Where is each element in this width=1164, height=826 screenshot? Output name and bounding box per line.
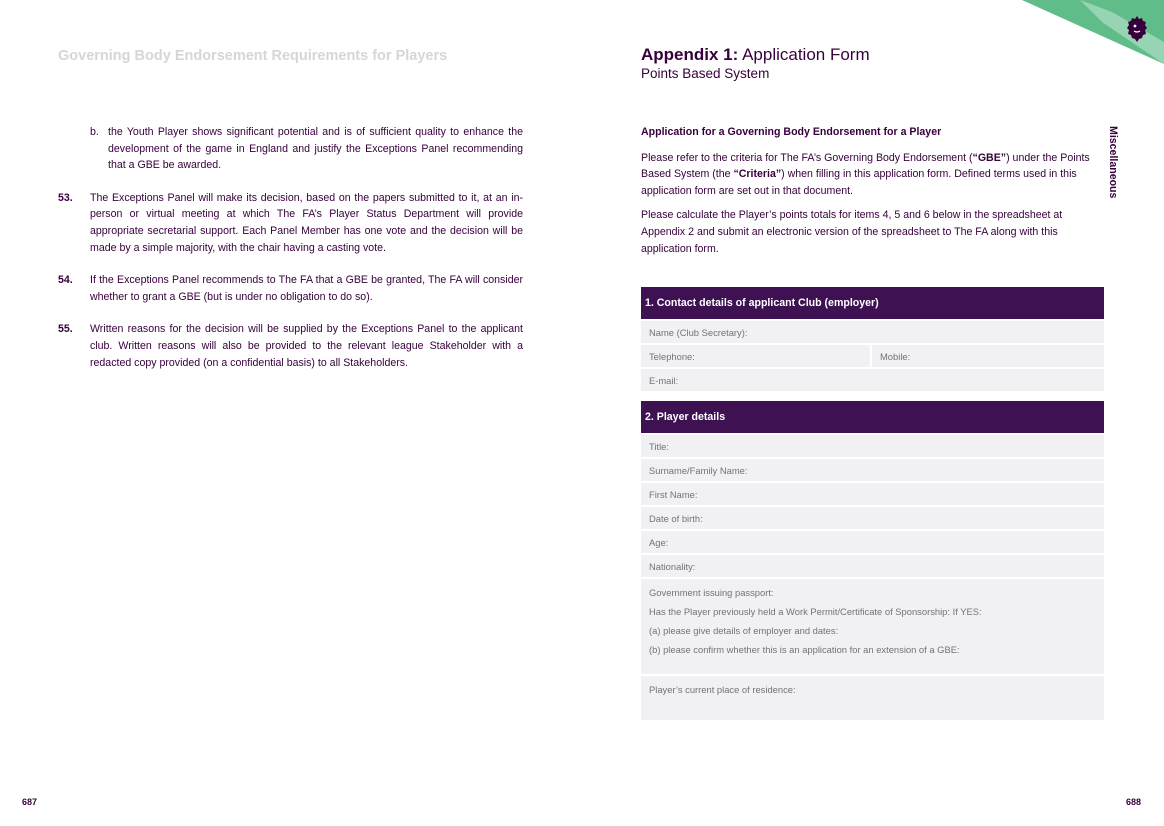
player-details-header: 2. Player details — [641, 401, 1104, 433]
para1-gbe: “GBE” — [972, 151, 1007, 164]
age-label: Age: — [649, 536, 669, 548]
employer-details-label: (a) please give details of employer and dates: — [649, 625, 839, 636]
work-permit-label: Has the Player previously held a Work Permit/Certificate of Sponsorship: If YES: — [649, 606, 982, 617]
gbe-extension-label: (b) please confirm whether this is an application for an extension of a GBE: — [649, 644, 960, 655]
premier-league-lion-icon — [1125, 14, 1149, 42]
intro-paragraph-1 — [641, 150, 1104, 200]
appendix-title-bold: Appendix 1: — [641, 45, 739, 64]
telephone-label: Telephone: — [649, 350, 695, 362]
first-name-label: First Name: — [649, 488, 698, 500]
para1-c: ) under the Points Based System (the — [641, 151, 1090, 181]
name-label: Name (Club Secretary): — [649, 326, 748, 338]
clause-text: The Exceptions Panel will make its decision, based on the papers submitted to it, at an in- person or virtual meeting at which The FA’s Player Status Department will provide appropriate secretarial support. Each Panel Member has one vote and the decision will be made by a simple majority, with the chair having a casting vote. — [90, 191, 523, 254]
para1-a: Please refer to the criteria for The FA’s Governing Body Endorsement ( — [641, 151, 973, 164]
para1-criteria: “Criteria” — [733, 168, 782, 181]
player-details-table — [641, 401, 1104, 720]
appendix-subtitle: Points Based System — [641, 66, 770, 81]
first-name-field[interactable] — [641, 483, 1104, 505]
clause-number: 54. — [58, 274, 73, 287]
clause-text: If the Exceptions Panel recommends to The FA that a GBE be granted, The FA will consider whether to grant a GBE (but is under no obligation to do so). — [90, 274, 523, 303]
sub-clause-label: b. — [90, 126, 99, 138]
date-of-birth-field[interactable] — [641, 507, 1104, 529]
clause-53 — [58, 190, 523, 256]
passport-permit-field[interactable] — [641, 579, 1104, 674]
running-head: Governing Body Endorsement Requirements for Players — [58, 48, 448, 64]
telephone-field[interactable] — [641, 345, 872, 367]
title-field[interactable] — [641, 435, 1104, 457]
sub-clause-text: the Youth Player shows significant potential and is of sufficient quality to enhance the development of the game in England and justify the Exceptions Panel recommending that a GBE be awarded. — [108, 126, 523, 172]
contact-details-header: 1. Contact details of applicant Club (employer) — [641, 287, 1104, 319]
mobile-label: Mobile: — [880, 350, 911, 362]
title-label: Title: — [649, 440, 669, 452]
residence-field[interactable] — [641, 676, 1104, 720]
appendix-title-rest: Application Form — [738, 45, 870, 64]
surname-field[interactable] — [641, 459, 1104, 481]
intro-heading: Application for a Governing Body Endorsement for a Player — [641, 126, 942, 138]
nationality-label: Nationality: — [649, 560, 696, 572]
email-field[interactable] — [641, 369, 1104, 391]
clause-54 — [58, 272, 523, 305]
intro — [641, 124, 1104, 265]
passport-label: Government issuing passport: — [649, 587, 774, 598]
contact-details-table — [641, 287, 1104, 391]
surname-label: Surname/Family Name: — [649, 464, 748, 476]
right-page — [582, 0, 1164, 826]
phone-row — [641, 345, 1104, 367]
clause-number: 55. — [58, 323, 73, 336]
side-tab-label: Miscellaneous — [1107, 126, 1119, 199]
email-label: E-mail: — [649, 374, 679, 386]
appendix-title — [641, 45, 870, 64]
nationality-field[interactable] — [641, 555, 1104, 577]
clauses — [58, 124, 523, 387]
page-number-right: 688 — [1126, 797, 1142, 807]
clause-text: Written reasons for the decision will be supplied by the Exceptions Panel to the applicant club. Written reasons will also be provided to the relevant league Stakeholder with a redacted copy provided (on a confidential basis) to all Stakeholders. — [90, 323, 523, 369]
side-tab — [1106, 126, 1132, 206]
intro-paragraph-2: Please calculate the Player’s points totals for items 4, 5 and 6 below in the spreadsheet at Appendix 2 and submit an electronic version of the spreadsheet to The FA along with this application form. — [641, 209, 1063, 255]
mobile-field[interactable] — [872, 345, 1104, 367]
age-field[interactable] — [641, 531, 1104, 553]
clause-number: 53. — [58, 191, 73, 204]
residence-label: Player’s current place of residence: — [649, 684, 796, 695]
page-number-left: 687 — [22, 797, 38, 807]
name-field[interactable] — [641, 321, 1104, 343]
para1-e: ) when filling in this application form. Defined terms used in this application form are set out in that document. — [641, 168, 1077, 197]
date-of-birth-label: Date of birth: — [649, 512, 703, 524]
clause-55 — [58, 321, 523, 371]
sub-clause-b — [58, 124, 523, 174]
